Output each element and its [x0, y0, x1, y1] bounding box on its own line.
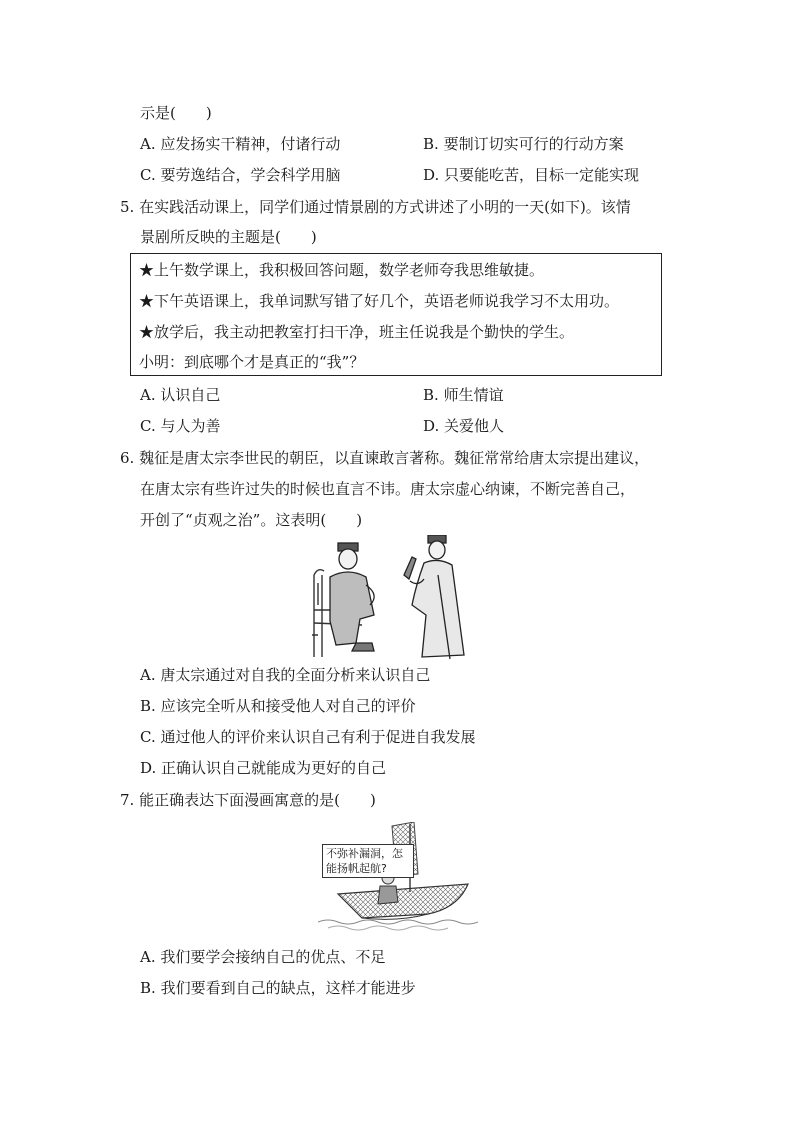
question-number: 7.	[120, 791, 135, 809]
option-letter: A.	[140, 948, 156, 966]
scenario-line-3: ★放学后，我主动把教室打扫干净，班主任说我是个勤快的学生。	[139, 323, 575, 341]
q5-option-c	[140, 416, 221, 436]
speech-line-2: 能扬帆起航?	[326, 862, 387, 875]
question-number: 5.	[120, 198, 135, 216]
option-text: 通过他人的评价来认识自己有利于促进自我发展	[160, 728, 476, 746]
q6-stem-line1	[120, 448, 649, 468]
q4-stem-tail: 示是( )	[140, 104, 212, 122]
option-letter: B.	[140, 697, 156, 715]
q4-option-a	[140, 134, 340, 154]
scenario-line-2: ★下午英语课上，我单词默写错了好几个，英语老师说我学习不太用功。	[139, 292, 620, 310]
option-text: 应该完全听从和接受他人对自己的评价	[160, 697, 416, 715]
q7-option-a	[140, 947, 385, 967]
option-letter: B.	[140, 979, 156, 997]
option-text: 要劳逸结合，学会科学用脑	[160, 166, 341, 184]
option-text: 认识自己	[160, 386, 221, 404]
scenario-line-4: 小明：到底哪个才是真正的“我”？	[139, 353, 365, 371]
option-text: 我们要学会接纳自己的优点、不足	[160, 948, 386, 966]
option-text: 我们要看到自己的缺点，这样才能进步	[160, 979, 416, 997]
option-letter: B.	[423, 386, 439, 404]
option-text: 师生情谊	[443, 386, 504, 404]
q6-option-a	[140, 665, 430, 685]
option-text: 应发扬实干精神，付诸行动	[160, 135, 341, 153]
q5-stem-text: 在实践活动课上，同学们通过情景剧的方式讲述了小明的一天(如下)。该情	[139, 198, 631, 216]
q6-option-c	[140, 727, 476, 747]
q4-option-c	[140, 165, 341, 185]
q5-option-a	[140, 385, 220, 405]
option-letter: D.	[423, 166, 440, 184]
option-text: 只要能吃苦，目标一定能实现	[444, 166, 640, 184]
option-text: 关爱他人	[444, 417, 505, 435]
option-letter: A.	[140, 135, 156, 153]
q5-stem-line1	[120, 197, 631, 217]
option-letter: C.	[140, 728, 156, 746]
q6-stem-line2: 在唐太宗有些许过失的时候也直言不讳。唐太宗虚心纳谏，不断完善自己，	[140, 480, 636, 498]
q6-stem-line3: 开创了“贞观之治”。这表明( )	[140, 511, 363, 529]
option-text: 唐太宗通过对自我的全面分析来认识自己	[160, 666, 431, 684]
option-letter: A.	[140, 386, 156, 404]
q6-stem-text: 魏征是唐太宗李世民的朝臣，以直谏敢言著称。魏征常常给唐太宗提出建议，	[139, 449, 650, 467]
q5-option-b	[423, 385, 504, 405]
option-letter: D.	[423, 417, 440, 435]
boat-drawing	[318, 822, 478, 934]
q5-option-d	[423, 416, 504, 436]
q7-option-b	[140, 978, 416, 998]
leaky-boat-cartoon	[318, 822, 478, 934]
option-letter: A.	[140, 666, 156, 684]
question-number: 6.	[120, 449, 135, 467]
option-letter: C.	[140, 166, 156, 184]
q4-option-b	[423, 134, 624, 154]
q6-option-d	[140, 758, 386, 778]
emperor-figure	[330, 543, 374, 651]
option-letter: C.	[140, 417, 156, 435]
speech-line-1: 不弥补漏洞，怎	[326, 847, 403, 860]
option-letter: B.	[423, 135, 439, 153]
q6-option-b	[140, 696, 416, 716]
option-text: 与人为善	[160, 417, 221, 435]
option-letter: D.	[140, 759, 157, 777]
emperor-and-minister-illustration	[300, 535, 485, 660]
option-text: 要制订切实可行的行动方案	[443, 135, 624, 153]
scenario-line-1: ★上午数学课上，我积极回答问题，数学老师夸我思维敏捷。	[139, 261, 545, 279]
scenario-box	[130, 253, 662, 376]
boat-hull	[338, 884, 468, 918]
minister-figure	[404, 535, 464, 659]
q4-option-d	[423, 165, 639, 185]
speech-bubble	[322, 844, 414, 878]
q5-stem-line2: 景剧所反映的主题是( )	[140, 228, 317, 246]
q7-stem-text: 能正确表达下面漫画寓意的是( )	[139, 791, 376, 809]
q7-stem	[120, 790, 376, 810]
option-text: 正确认识自己就能成为更好的自己	[161, 759, 387, 777]
